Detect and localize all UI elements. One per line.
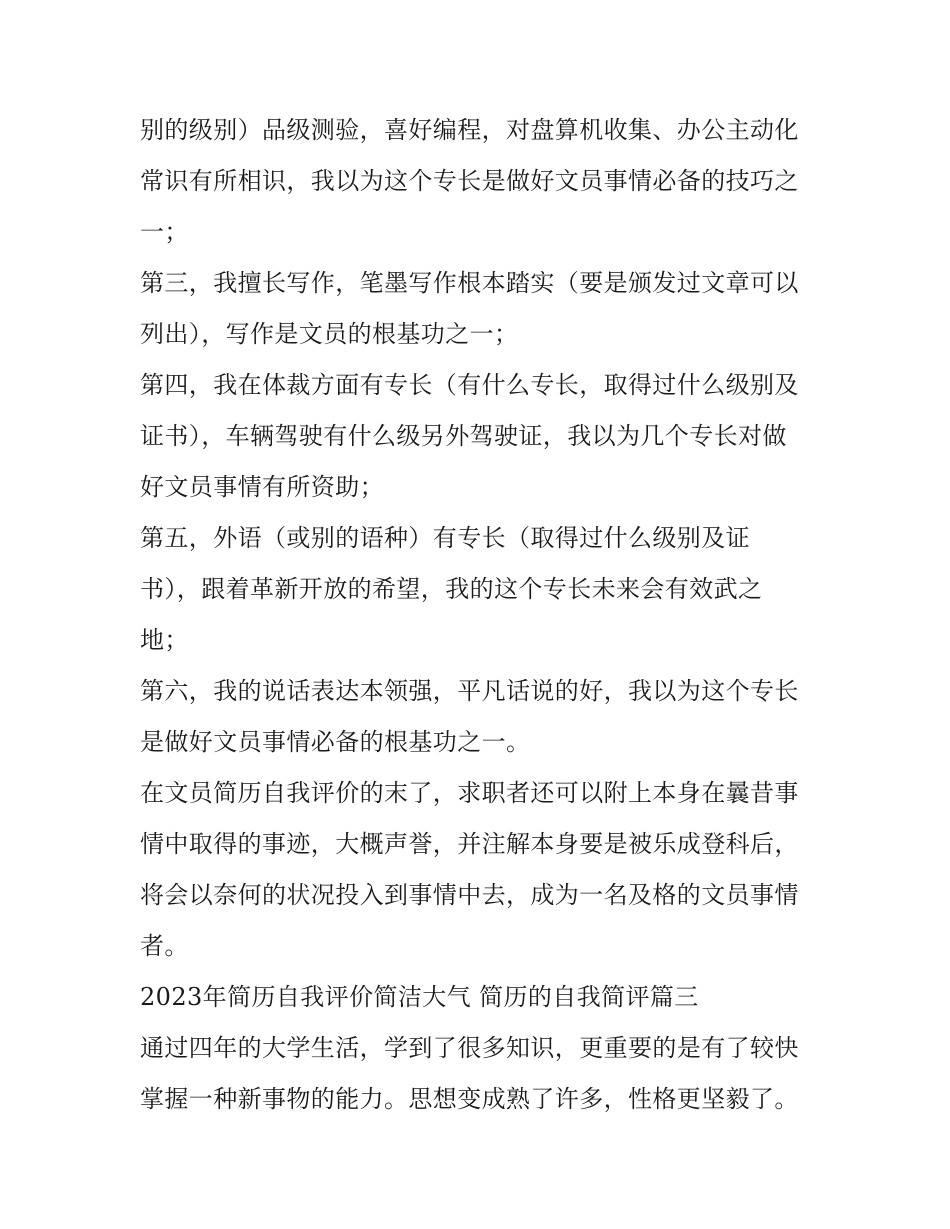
document-page	[140, 109, 820, 1129]
section-heading: 2023年简历自我评价简洁大气 简历的自我简评篇三	[140, 983, 699, 1011]
text-line: 情中取得的事迹，大概声誉，并注解本身要是被乐成登科后，	[140, 830, 799, 858]
text-line: 地；	[140, 626, 189, 654]
text-line: 是做好文员事情必备的根基功之一。	[140, 728, 531, 756]
text-line: 一；	[140, 218, 189, 246]
text-line: 第六，我的说话表达本领强，平凡话说的好，我以为这个专长	[140, 677, 799, 705]
text-line: 列出），写作是文员的根基功之一；	[140, 320, 519, 348]
text-line: 第三，我擅长写作，笔墨写作根本踏实（要是颁发过文章可以	[140, 269, 799, 297]
text-line: 书），跟着革新开放的希望，我的这个专长未来会有效武之	[140, 575, 763, 603]
text-line: 常识有所相识，我以为这个专长是做好文员事情必备的技巧之	[140, 167, 799, 195]
text-line: 将会以奈何的状况投入到事情中去，成为一名及格的文员事情	[140, 881, 799, 909]
text-line: 第四，我在体裁方面有专长（有什么专长，取得过什么级别及	[140, 371, 799, 399]
text-line: 第五，外语（或别的语种）有专长（取得过什么级别及证	[140, 524, 750, 552]
text-line: 证书），车辆驾驶有什么级另外驾驶证，我以为几个专长对做	[140, 422, 787, 450]
text-line: 别的级别）品级测验，喜好编程，对盘算机收集、办公主动化	[140, 116, 799, 144]
text-line: 掌握一种新事物的能力。思想变成熟了许多，性格更坚毅了。	[140, 1085, 799, 1113]
text-line: 好文员事情有所资助；	[140, 473, 384, 501]
text-line: 通过四年的大学生活，学到了很多知识，更重要的是有了较快	[140, 1034, 799, 1062]
text-line: 者。	[140, 932, 189, 960]
text-line: 在文员简历自我评价的末了，求职者还可以附上本身在曩昔事	[140, 779, 799, 807]
